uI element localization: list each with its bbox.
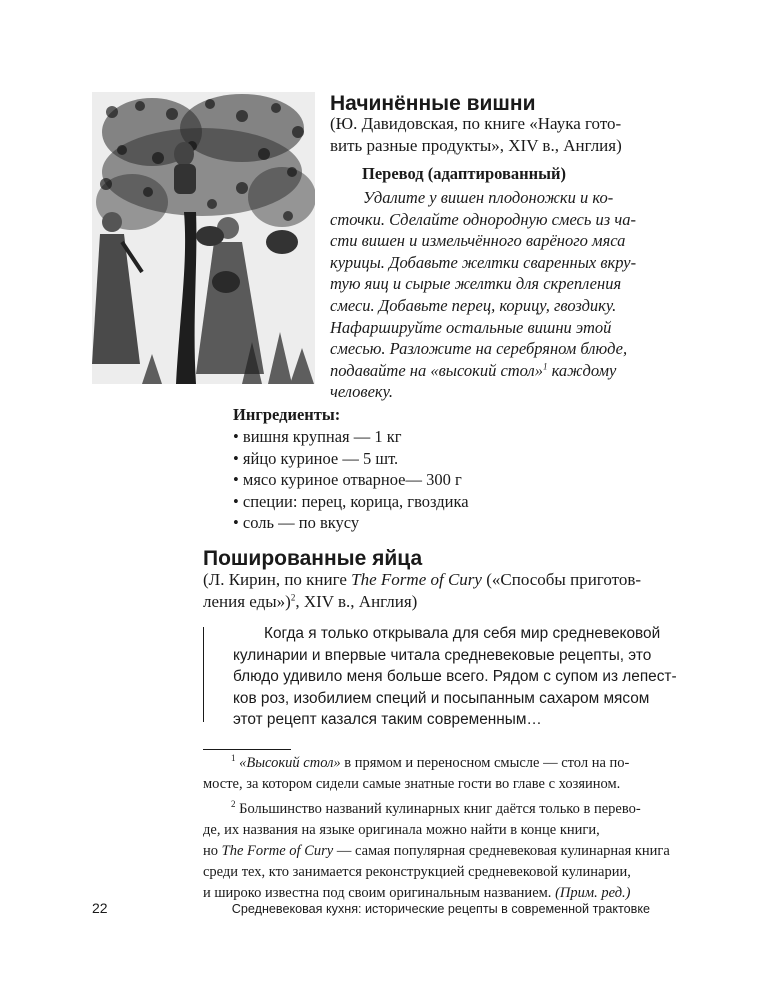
footnote-book-title: The Forme of Cury <box>221 843 334 859</box>
footnote-text: но <box>203 843 222 859</box>
source-text-part: (Л. Кирин, по книге <box>203 570 352 589</box>
translation-line: смесью. Разложите на серебряном блюде, <box>330 339 628 359</box>
ingredient-item: • вишня крупная — 1 кг <box>233 426 469 448</box>
footnote-2 <box>203 799 670 820</box>
footnote-line: мосте, за котором сидели самые знатные гости во главе с хозяином. <box>203 776 621 792</box>
translation-line: сточки. Сделайте однородную смесь из ча- <box>330 209 636 229</box>
footnote-text: и широко известна под своим оригинальным названием. <box>203 885 556 901</box>
ingredients-heading: Ингредиенты: <box>233 405 341 424</box>
footnote-line: де, их названия на языке оригинала можно найти в конце книги, <box>203 822 600 838</box>
author-quote <box>233 623 677 731</box>
footnote-ref-2[interactable]: 2 <box>290 592 296 603</box>
translation-text-part: подавайте на «высокий стол» <box>330 360 543 380</box>
source-text-part: («Способы приготов- <box>481 570 642 589</box>
source-text-part: ления еды») <box>203 592 291 611</box>
translation-line: Нафаршируйте остальные вишни этой <box>330 317 612 337</box>
illustration-cherry-tree <box>92 92 315 384</box>
footnote-text: — самая популярная средневековая кулинарная книга <box>333 843 670 859</box>
footnote-rule <box>203 749 291 750</box>
recipe2-source <box>203 569 641 613</box>
translation-text <box>330 187 636 403</box>
translation-line: тую яиц и сырые желтки для скрепления <box>330 274 622 294</box>
quote-line: этот рецепт казался таким современным… <box>233 711 542 728</box>
editor-note: (Прим. ред.) <box>555 885 631 901</box>
page-number: 22 <box>92 900 108 916</box>
translation-heading: Перевод (адаптированный) <box>362 164 567 183</box>
recipe2-source-line <box>203 591 641 613</box>
footnote-term: «Высокий стол» <box>239 755 341 771</box>
ingredients-list <box>233 426 469 534</box>
translation-text-part: каждому <box>547 360 617 380</box>
footnote-1 <box>203 753 670 774</box>
translation-line: сти вишен и измельчённого варёного мяса <box>330 231 626 251</box>
ingredients-block <box>233 404 469 534</box>
ingredient-item: • соль — по вкусу <box>233 512 469 534</box>
footnote-line: среди тех, кто занимается реконструкцией средневековой кулинарии, <box>203 864 631 880</box>
ingredient-item: • мясо куриное отварное— 300 г <box>233 469 469 491</box>
recipe2-source-line <box>203 569 641 591</box>
recipe1-source-line: вить разные продукты», XIV в., Англия) <box>330 136 622 155</box>
translation-line: человеку. <box>330 382 394 402</box>
footnote-marker: 2 <box>231 799 236 810</box>
recipe-title-poached-eggs: Пошированные яйца <box>203 547 423 570</box>
translation-line <box>330 360 636 382</box>
running-footer-title: Средневековая кухня: исторические рецепты в современной трактовке <box>231 902 650 916</box>
source-book-title: The Forme of Cury <box>351 570 482 589</box>
footnotes <box>203 753 670 904</box>
footnote-text: в прямом и переносном смысле — стол на по- <box>340 755 630 771</box>
ingredient-item: • яйцо куриное — 5 шт. <box>233 448 469 470</box>
quote-line: Когда я только открывала для себя мир средневековой <box>264 625 661 642</box>
translation-line: Удалите у вишен плодоножки и ко- <box>363 188 614 207</box>
recipe1-source-line: (Ю. Давидовская, по книге «Наука гото- <box>330 114 622 133</box>
footnote-marker: 1 <box>231 753 236 764</box>
footnote-ref-1[interactable]: 1 <box>542 361 548 372</box>
ingredient-item: • специи: перец, корица, гвоздика <box>233 491 469 513</box>
quote-line: блюдо удивило меня больше всего. Рядом с супом из лепест- <box>233 668 677 685</box>
recipe-title-stuffed-cherries: Начинённые вишни <box>330 92 536 115</box>
footnote-line <box>203 841 670 862</box>
quote-line: ков роз, изобилием специй и посыпанным сахаром мясом <box>233 689 650 707</box>
footnote-line <box>203 883 670 904</box>
source-text-part: , XIV в., Англия) <box>295 592 418 611</box>
translation-line: смеси. Добавьте перец, корицу, гвоздику. <box>330 295 617 315</box>
quote-line: кулинарии и впервые читала средневековые рецепты, это <box>233 646 652 664</box>
quote-bar <box>203 627 204 722</box>
footnote-text: Большинство названий кулинарных книг даётся только в перево- <box>239 801 641 817</box>
recipe1-source <box>330 113 622 157</box>
translation-line: курицы. Добавьте желтки сваренных вкру- <box>330 252 637 272</box>
